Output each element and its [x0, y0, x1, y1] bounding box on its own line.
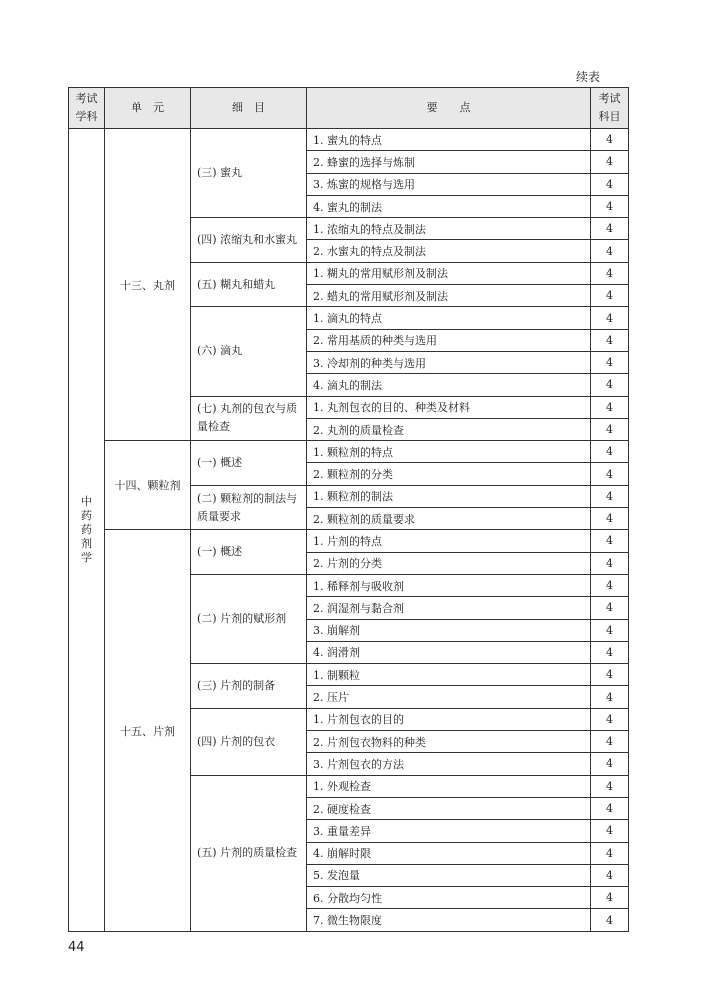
level-cell: 4 — [591, 463, 629, 485]
point-cell: 1. 糊丸的常用赋形剂及制法 — [307, 262, 591, 284]
continued-label: 续表 — [575, 70, 600, 84]
unit-cell: 十五、片剂 — [105, 530, 191, 931]
point-cell: 1. 浓缩丸的特点及制法 — [307, 218, 591, 240]
level-cell: 4 — [591, 664, 629, 686]
level-cell: 4 — [591, 285, 629, 307]
level-cell: 4 — [591, 351, 629, 373]
syllabus-table — [68, 87, 629, 932]
point-cell: 5. 发泡量 — [307, 864, 591, 886]
point-cell: 3. 重量差异 — [307, 820, 591, 842]
table-row — [69, 530, 629, 552]
item-cell: (一) 概述 — [191, 530, 307, 575]
item-cell: (五) 片剂的质量检查 — [191, 775, 307, 931]
item-cell: (二) 颗粒剂的制法与质量要求 — [191, 485, 307, 530]
level-cell: 4 — [591, 686, 629, 708]
level-cell: 4 — [591, 708, 629, 730]
header-subject: 考试学科 — [69, 88, 105, 129]
point-cell: 1. 滴丸的特点 — [307, 307, 591, 329]
point-cell: 7. 微生物限度 — [307, 909, 591, 931]
level-cell: 4 — [591, 307, 629, 329]
level-cell: 4 — [591, 151, 629, 173]
item-cell: (一) 概述 — [191, 441, 307, 486]
level-cell: 4 — [591, 619, 629, 641]
level-cell: 4 — [591, 418, 629, 440]
table-row — [69, 441, 629, 463]
point-cell: 2. 水蜜丸的特点及制法 — [307, 240, 591, 262]
point-cell: 2. 常用基质的种类与选用 — [307, 329, 591, 351]
item-cell: (四) 浓缩丸和水蜜丸 — [191, 218, 307, 263]
point-cell: 1. 丸剂包衣的目的、种类及材料 — [307, 396, 591, 418]
level-cell: 4 — [591, 195, 629, 217]
level-cell: 4 — [591, 887, 629, 909]
point-cell: 1. 颗粒剂的特点 — [307, 441, 591, 463]
point-cell: 3. 片剂包衣的方法 — [307, 753, 591, 775]
point-cell: 1. 颗粒剂的制法 — [307, 485, 591, 507]
subject-cell: 中药药剂学 — [69, 129, 105, 932]
level-cell: 4 — [591, 173, 629, 195]
point-cell: 3. 炼蜜的规格与选用 — [307, 173, 591, 195]
level-cell: 4 — [591, 262, 629, 284]
point-cell: 2. 片剂的分类 — [307, 552, 591, 574]
point-cell: 2. 丸剂的质量检查 — [307, 418, 591, 440]
point-cell: 2. 硬度检查 — [307, 797, 591, 819]
point-cell: 3. 冷却剂的种类与选用 — [307, 351, 591, 373]
point-cell: 2. 蜂蜜的选择与炼制 — [307, 151, 591, 173]
level-cell: 4 — [591, 641, 629, 663]
point-cell: 2. 压片 — [307, 686, 591, 708]
level-cell: 4 — [591, 775, 629, 797]
item-cell: (二) 片剂的赋形剂 — [191, 574, 307, 663]
level-cell: 4 — [591, 820, 629, 842]
level-cell: 4 — [591, 597, 629, 619]
item-cell: (四) 片剂的包衣 — [191, 708, 307, 775]
level-cell: 4 — [591, 485, 629, 507]
header-level: 考试科目 — [591, 88, 629, 129]
header-unit: 单 元 — [105, 88, 191, 129]
point-cell: 2. 颗粒剂的质量要求 — [307, 508, 591, 530]
item-cell: (六) 滴丸 — [191, 307, 307, 396]
point-cell: 1. 片剂包衣的目的 — [307, 708, 591, 730]
point-cell: 1. 片剂的特点 — [307, 530, 591, 552]
level-cell: 4 — [591, 329, 629, 351]
item-cell: (三) 蜜丸 — [191, 129, 307, 218]
level-cell: 4 — [591, 574, 629, 596]
level-cell: 4 — [591, 240, 629, 262]
level-cell: 4 — [591, 753, 629, 775]
point-cell: 2. 片剂包衣物料的种类 — [307, 731, 591, 753]
level-cell: 4 — [591, 129, 629, 151]
table-row — [69, 129, 629, 151]
header-row — [69, 88, 629, 129]
level-cell: 4 — [591, 731, 629, 753]
point-cell: 2. 颗粒剂的分类 — [307, 463, 591, 485]
page-number: 44 — [68, 940, 85, 955]
point-cell: 1. 制颗粒 — [307, 664, 591, 686]
item-cell: (三) 片剂的制备 — [191, 664, 307, 709]
unit-cell: 十四、颗粒剂 — [105, 441, 191, 530]
point-cell: 4. 滴丸的制法 — [307, 374, 591, 396]
unit-cell: 十三、丸剂 — [105, 129, 191, 441]
item-cell: (七) 丸剂的包衣与质量检查 — [191, 396, 307, 441]
point-cell: 3. 崩解剂 — [307, 619, 591, 641]
point-cell: 6. 分散均匀性 — [307, 887, 591, 909]
level-cell: 4 — [591, 530, 629, 552]
level-cell: 4 — [591, 797, 629, 819]
level-cell: 4 — [591, 441, 629, 463]
header-item: 细 目 — [191, 88, 307, 129]
level-cell: 4 — [591, 842, 629, 864]
point-cell: 1. 外观检查 — [307, 775, 591, 797]
point-cell: 1. 稀释剂与吸收剂 — [307, 574, 591, 596]
level-cell: 4 — [591, 374, 629, 396]
level-cell: 4 — [591, 218, 629, 240]
level-cell: 4 — [591, 396, 629, 418]
point-cell: 4. 蜜丸的制法 — [307, 195, 591, 217]
point-cell: 2. 蜡丸的常用赋形剂及制法 — [307, 285, 591, 307]
header-points: 要 点 — [307, 88, 591, 129]
level-cell: 4 — [591, 864, 629, 886]
level-cell: 4 — [591, 909, 629, 931]
level-cell: 4 — [591, 552, 629, 574]
point-cell: 2. 润湿剂与黏合剂 — [307, 597, 591, 619]
item-cell: (五) 糊丸和蜡丸 — [191, 262, 307, 307]
point-cell: 4. 润滑剂 — [307, 641, 591, 663]
point-cell: 4. 崩解时限 — [307, 842, 591, 864]
level-cell: 4 — [591, 508, 629, 530]
point-cell: 1. 蜜丸的特点 — [307, 129, 591, 151]
